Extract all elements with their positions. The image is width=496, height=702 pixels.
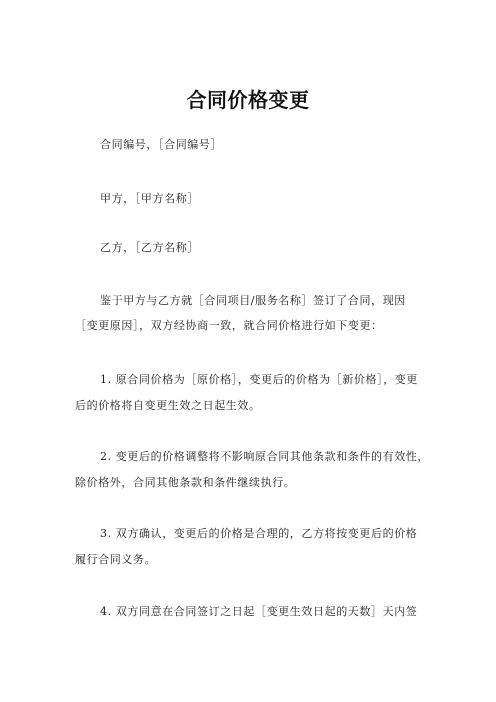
party-b-line: 乙方，［乙方名称］ — [100, 241, 199, 254]
contract-number-line: 合同编号，［合同编号］ — [100, 138, 223, 151]
preamble-line-2: ［变更原因］，双方经协商一致，就合同价格进行如下变更： — [75, 319, 383, 332]
clause-1-line-2: 后的价格将自变更生效之日起生效。 — [75, 399, 261, 412]
clause-2-line-2: 除价格外，合同其他条款和条件继续执行。 — [75, 476, 296, 489]
clause-3-line-2: 履行合同义务。 — [75, 553, 157, 566]
preamble-line-1: 鉴于甲方与乙方就［合同项目/服务名称］签订了合同，现因 — [100, 294, 406, 307]
clause-4-line-1: 4. 双方同意在合同签订之日起［变更生效日起的天数］天内签 — [100, 605, 418, 618]
clause-2-line-1: 2. 变更后的价格调整将不影响原合同其他条款和条件的有效性， — [100, 450, 429, 463]
document-title: 合同价格变更 — [186, 88, 310, 112]
party-a-line: 甲方，［甲方名称］ — [100, 192, 199, 205]
clause-1-line-1: 1. 原合同价格为［原价格］，变更后的价格为［新价格］，变更 — [100, 373, 418, 386]
clause-3-line-1: 3. 双方确认，变更后的价格是合理的，乙方将按变更后的价格 — [100, 527, 418, 540]
